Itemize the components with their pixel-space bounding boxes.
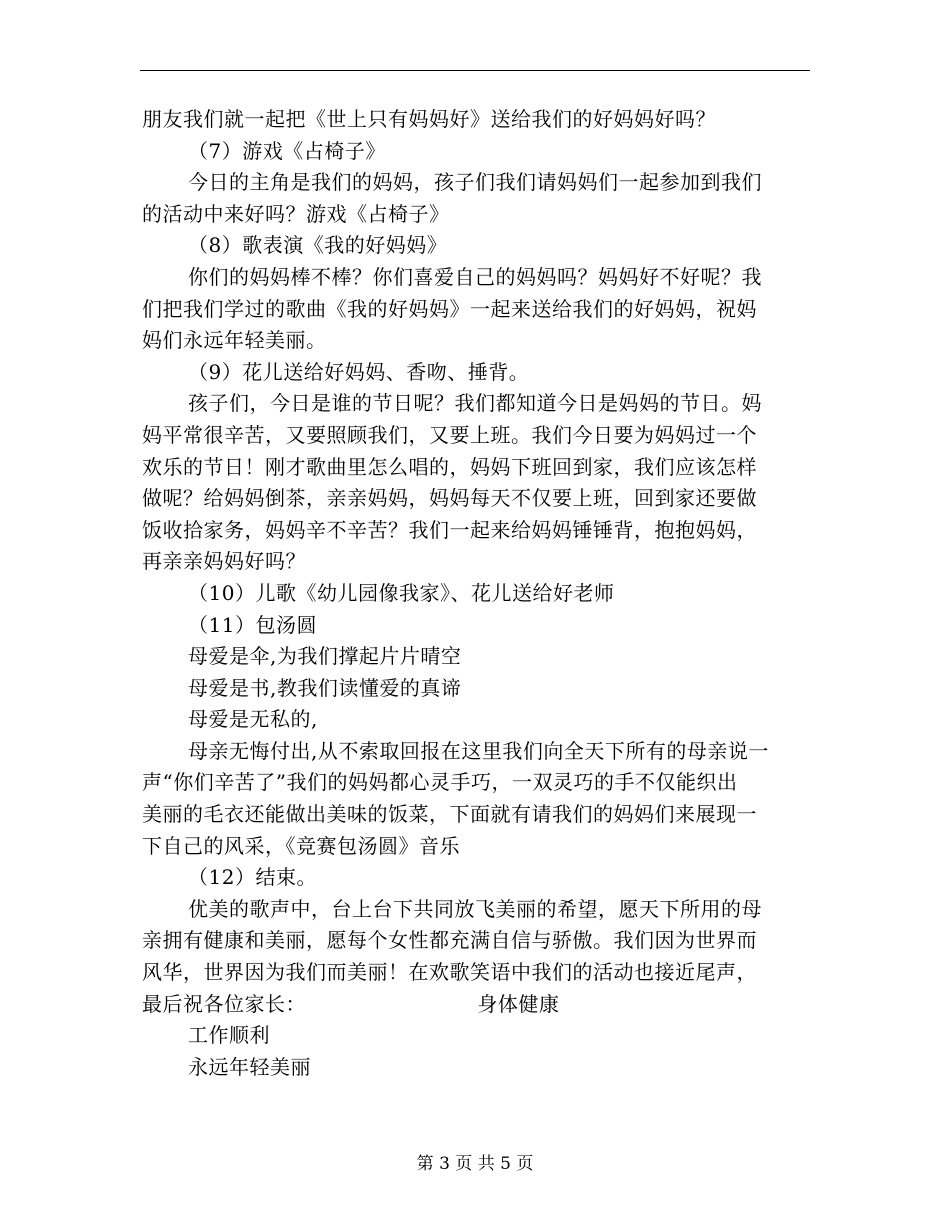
paragraph-line: 妈平常很辛苦，又要照顾我们，又要上班。我们今日要为妈妈过一个 <box>142 422 757 447</box>
paragraph-line: 们把我们学过的歌曲《我的好妈妈》一起来送给我们的好妈妈，祝妈 <box>142 296 757 321</box>
paragraph-line: 声“你们辛苦了”我们的妈妈都心灵手巧，一双灵巧的手不仅能织出 <box>142 770 738 795</box>
paragraph-line: 风华，世界因为我们而美丽！在欢歌笑语中我们的活动也接近尾声， <box>142 960 757 985</box>
section-heading: （9）花儿送给好妈妈、香吻、捶背。 <box>188 359 530 384</box>
paragraph-line: 今日的主角是我们的妈妈，孩子们我们请妈妈们一起参加到我们 <box>188 170 762 195</box>
paragraph-line: 再亲亲妈妈好吗？ <box>142 549 306 574</box>
paragraph-line: 饭收拾家务，妈妈辛不辛苦？我们一起来给妈妈锤锤背，抱抱妈妈， <box>142 517 757 542</box>
section-heading: （7）游戏《占椅子》 <box>188 138 386 163</box>
paragraph-line: 优美的歌声中，台上台下共同放飞美丽的希望，愿天下所用的母 <box>188 896 762 921</box>
paragraph-line: 母爱是伞,为我们撑起片片晴空 <box>188 644 462 669</box>
paragraph-line: 母爱是书,教我们读懂爱的真谛 <box>188 675 462 700</box>
paragraph-line: 美丽的毛衣还能做出美味的饭菜，下面就有请我们的妈妈们来展现一 <box>142 802 757 827</box>
paragraph-line: 妈们永远年轻美丽。 <box>142 328 327 353</box>
section-heading: （8）歌表演《我的好妈妈》 <box>188 233 448 258</box>
body-text <box>142 104 812 1083</box>
paragraph-line: 孩子们，今日是谁的节日呢？我们都知道今日是妈妈的节日。妈 <box>188 391 762 416</box>
section-heading: （10）儿歌《幼儿园像我家》、花儿送给好老师 <box>188 580 615 605</box>
paragraph-line: 做呢？给妈妈倒茶，亲亲妈妈，妈妈每天不仅要上班，回到家还要做 <box>142 486 757 511</box>
paragraph-line: 的活动中来好吗？游戏《占椅子》 <box>142 201 450 226</box>
section-heading: （12）结束。 <box>188 865 317 890</box>
paragraph-line: 母爱是无私的, <box>188 707 318 732</box>
paragraph-line: 亲拥有健康和美丽，愿每个女性都充满自信与骄傲。我们因为世界而 <box>142 928 757 953</box>
paragraph-line: 你们的妈妈棒不棒？你们喜爱自己的妈妈吗？妈妈好不好呢？我 <box>188 264 762 289</box>
paragraph-line: 最后祝各位家长： 身体健康 <box>142 991 560 1016</box>
section-heading: （11）包汤圆 <box>188 612 317 637</box>
paragraph-line: 朋友我们就一起把《世上只有妈妈好》送给我们的好妈妈好吗？ <box>142 107 716 131</box>
paragraph-line: 永远年轻美丽 <box>188 1054 311 1079</box>
page-footer <box>0 1152 950 1176</box>
paragraph-line: 下自己的风采，《竞赛包汤圆》音乐 <box>142 833 460 858</box>
header-rule <box>140 70 810 71</box>
paragraph-line: 母亲无悔付出,从不索取回报在这里我们向全天下所有的母亲说一 <box>188 738 769 763</box>
paragraph-line: 欢乐的节日！刚才歌曲里怎么唱的，妈妈下班回到家，我们应该怎样 <box>142 454 757 479</box>
page-number: 第 3 页 共 5 页 <box>416 1154 534 1174</box>
paragraph-line: 工作顺利 <box>188 1023 270 1048</box>
